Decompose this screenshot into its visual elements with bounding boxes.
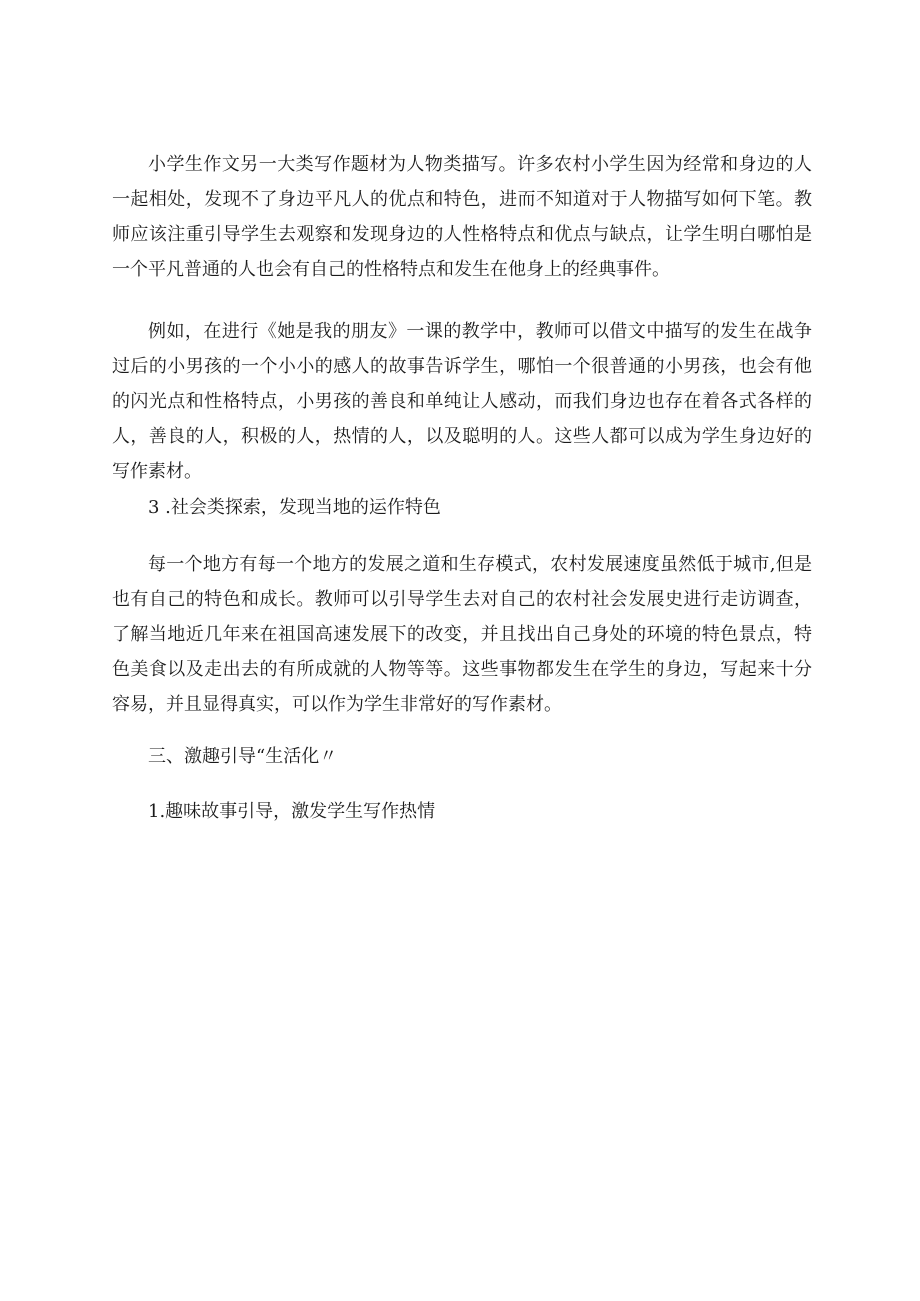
paragraph-example-lesson: 例如，在进行《她是我的朋友》一课的教学中，教师可以借文中描写的发生在战争过后的小男孩的一个小小的感人的故事告诉学生，哪怕一个很普通的小男孩，也会有他的闪光点和性格特点，小男孩的善良和单纯让人感动，而我们身边也存在着各式各样的人，善良的人，积极的人，热情的人，以及聪明的人。这些人都可以成为学生身边好的写作素材。 bbox=[112, 321, 812, 482]
paragraph-local-development: 每一个地方有每一个地方的发展之道和生存模式，农村发展速度虽然低于城市,但是也有自己的特色和成长。教师可以引导学生去对自己的农村社会发展史进行走访调查，了解当地近几年来在祖国高速发展下的改变，并且找出自己身处的环境的特色景点，特色美食以及走出去的有所成就的人物等等。这些事物都发生在学生的身边，写起来十分容易，并且显得真实，可以作为学生非常好的写作素材。 bbox=[112, 554, 812, 715]
heading-social-exploration: 3 .社会类探索，发现当地的运作特色 bbox=[148, 497, 441, 518]
paragraph-character-writing: 小学生作文另一大类写作题材为人物类描写。许多农村小学生因为经常和身边的人一起相处，发现不了身边平凡人的优点和特色，进而不知道对于人物描写如何下笔。教师应该注重引导学生去观察和发现身边的人性格特点和优点与缺点，让学生明白哪怕是一个平凡普通的人也会有自己的性格特点和发生在他身上的经典事件。 bbox=[112, 154, 812, 280]
heading-interest-story: 1.趣味故事引导，激发学生写作热情 bbox=[148, 801, 436, 822]
heading-section-three: 三、激趣引导“生活化〃 bbox=[148, 746, 338, 767]
